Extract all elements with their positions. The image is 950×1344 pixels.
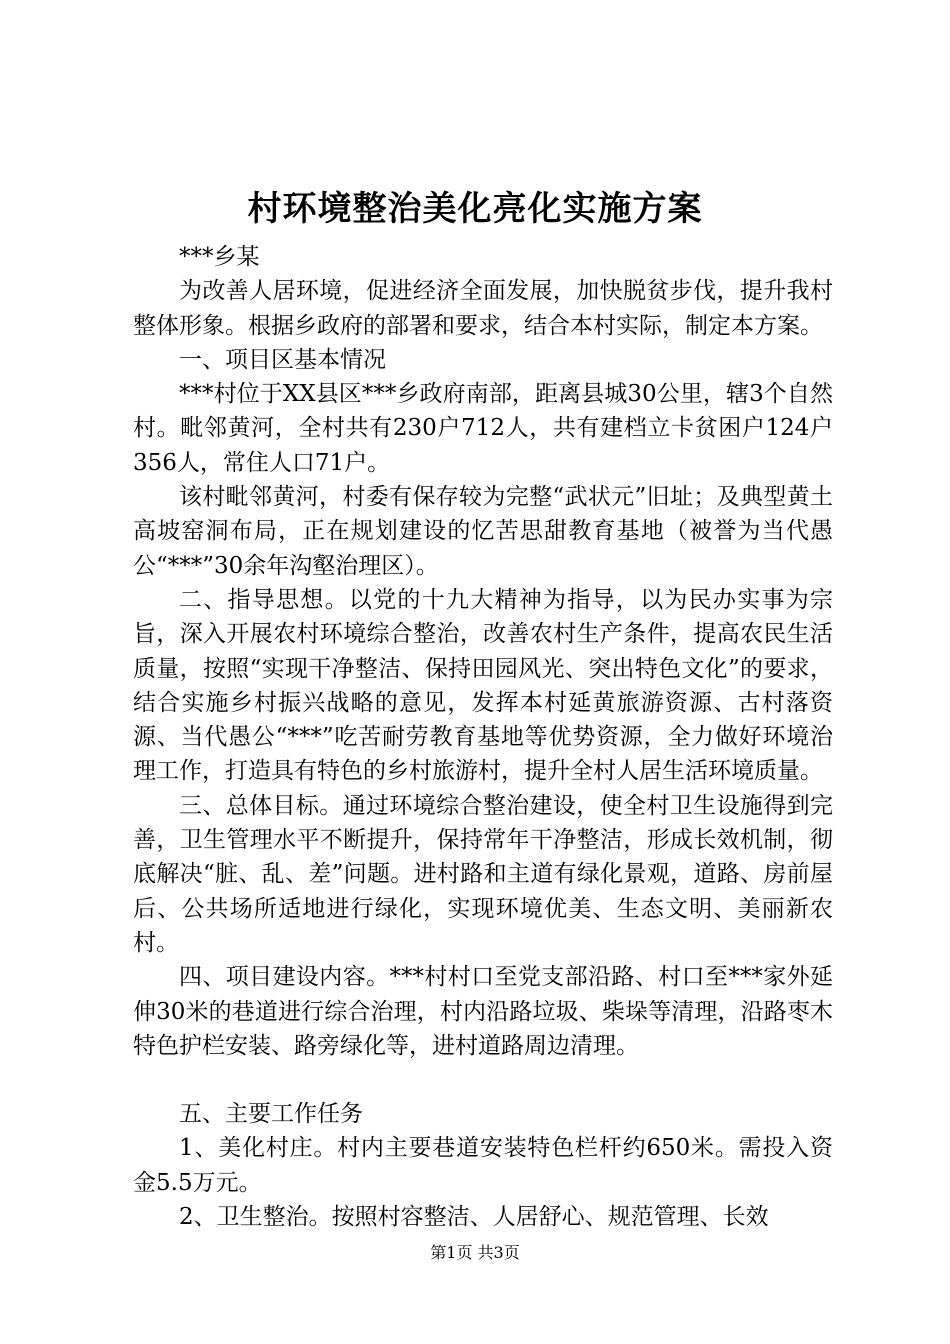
guiding-ideology-paragraph: 二、指导思想。以党的十九大精神为指导，以为民办实事为宗旨，深入开展农村环境综合整治，改善农村生产条件，提高农民生活质量，按照“实现干净整洁、保持田园风光、突出特色文化”的要求，结合实施乡村振兴战略的意见，发挥本村延黄旅游资源、古村落资源、当代愚公“***”吃苦耐劳教育基地等优势资源，全力做好环境治理工作，打造具有特色的乡村旅游村，提升全村人居生活环境质量。: [133, 586, 833, 785]
document-body: [133, 240, 833, 1234]
section-heading-5: 五、主要工作任务: [179, 1101, 363, 1128]
document-title: 村环境整治美化亮化实施方案: [247, 189, 703, 229]
basic-info-paragraph: ***村位于XX县区***乡政府南部，距离县城30公里，辖3个自然村。毗邻黄河，全村共有230户712人，共有建档立卡贫困户124户356人，常住人口71户。: [133, 381, 833, 476]
section-heading-1: 一、项目区基本情况: [179, 346, 386, 373]
intro-paragraph: 为改善人居环境，促进经济全面发展，加快脱贫步伐，提升我村整体形象。根据乡政府的部署和要求，结合本村实际，制定本方案。: [133, 278, 833, 339]
overall-goal-paragraph: 三、总体目标。通过环境综合整治建设，使全村卫生设施得到完善，卫生管理水平不断提升，保持常年干净整洁，形成长效机制，彻底解决“脏、乱、差”问题。进村路和主道有绿化景观，道路、房前屋后、公共场所适地进行绿化，实现环境优美、生态文明、美丽新农村。: [133, 792, 833, 956]
village-features-paragraph: 该村毗邻黄河，村委有保存较为完整“武状元”旧址；及典型黄土高坡窑洞布局，正在规划建设的忆苦思甜教育基地（被誉为当代愚公“***”30余年沟壑治理区）。: [133, 484, 833, 579]
author-line: ***乡某: [179, 244, 260, 270]
task-2-paragraph: 2、卫生整治。按照村容整洁、人居舒心、规范管理、长效: [179, 1204, 769, 1231]
task-1-paragraph: 1、美化村庄。村内主要巷道安装特色栏杆约650米。需投入资金5.5万元。: [133, 1135, 833, 1196]
page-number-footer: 第1页 共3页: [430, 1243, 520, 1262]
construction-content-paragraph: 四、项目建设内容。***村村口至党支部沿路、村口至***家外延伸30米的巷道进行综合治理，村内沿路垃圾、柴垛等清理，沿路枣木特色护栏安装、路旁绿化等，进村道路周边清理。: [133, 964, 833, 1059]
